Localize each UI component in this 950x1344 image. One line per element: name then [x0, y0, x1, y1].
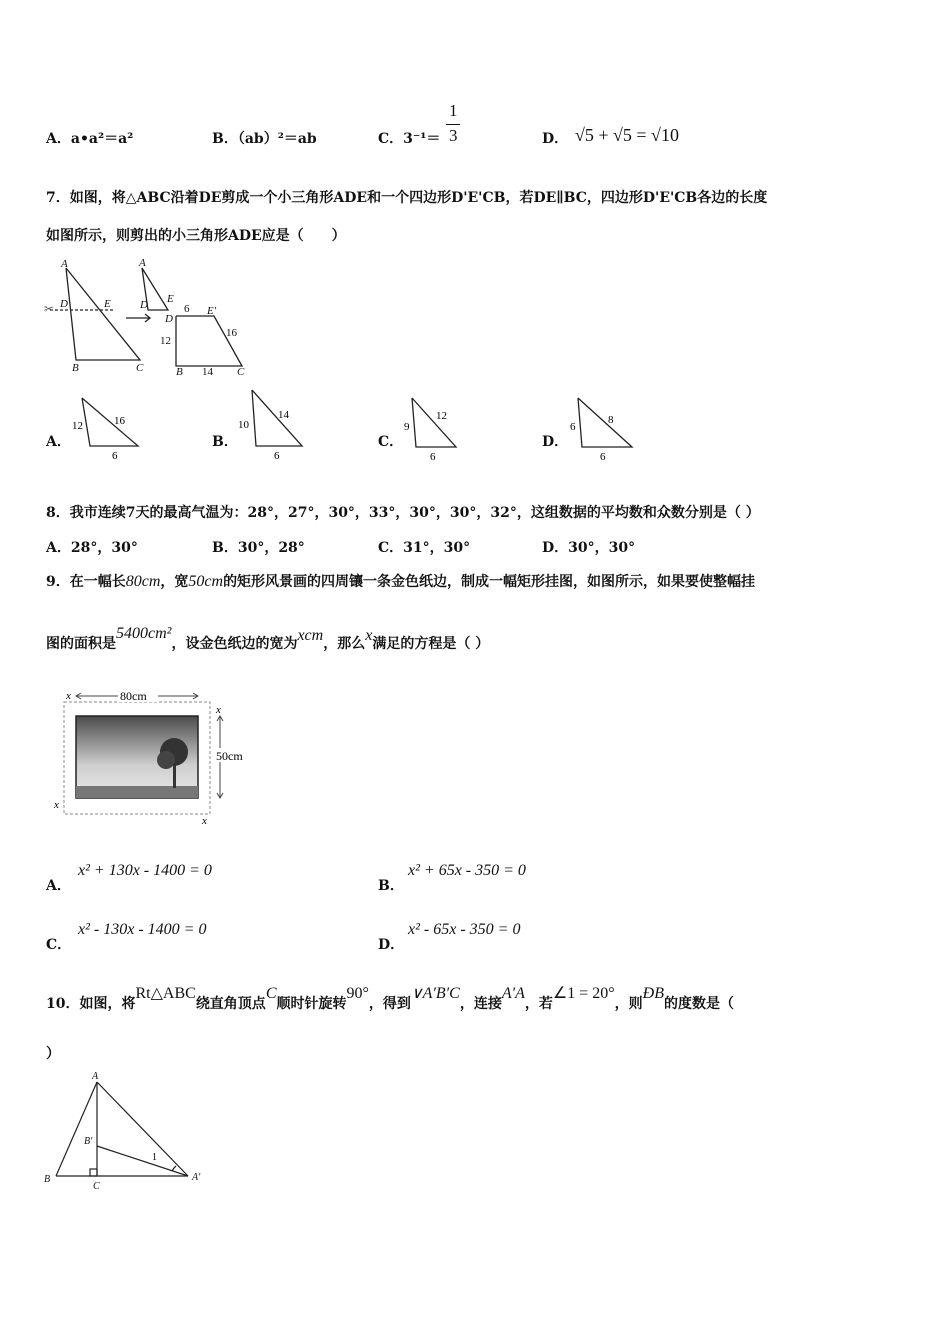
- q7-stem-line2: 如图所示，则剪出的小三角形ADE应是（ ）: [46, 228, 346, 244]
- q6-option-d[interactable]: [542, 128, 568, 148]
- q7-option-c-triangle: [400, 393, 466, 464]
- dimension-label: 80cm: [120, 689, 147, 703]
- q7-option-b-label[interactable]: B．: [212, 434, 238, 450]
- right-angle-mark: [90, 1169, 97, 1176]
- option-label: D．: [542, 131, 569, 147]
- q6-c-denominator: 3: [449, 126, 458, 145]
- q9-option-c-label[interactable]: C．: [46, 937, 72, 953]
- option-text: a•a²＝a²: [70, 131, 134, 147]
- option-label: A．: [46, 131, 71, 147]
- x-label: x: [54, 799, 59, 811]
- option-label: C．: [378, 131, 404, 147]
- x-label: x: [66, 690, 71, 702]
- q8-option-b[interactable]: B．30°，28°: [212, 540, 305, 556]
- q8-option-c[interactable]: C．31°，30°: [378, 540, 471, 556]
- length-label: 6: [430, 451, 436, 463]
- q9-option-c-equation: x² - 130x - 1400 = 0: [78, 921, 207, 938]
- length-label: 14: [202, 366, 213, 378]
- length-label: 8: [608, 414, 614, 426]
- text: ，宽: [160, 574, 189, 590]
- math-area: 5400cm²: [116, 625, 172, 642]
- point-label: A': [192, 1172, 201, 1183]
- point-label: C: [93, 1181, 100, 1192]
- label: D: [60, 298, 68, 310]
- text: 满足的方程是（ ）: [372, 636, 490, 652]
- text: ，连接: [459, 996, 502, 1012]
- q7-option-a-label[interactable]: A．: [46, 434, 71, 450]
- label: E: [104, 298, 111, 310]
- q9-option-b-label[interactable]: B．: [378, 878, 404, 894]
- q7-option-d-triangle: [566, 393, 638, 464]
- q9-stem-line2: [46, 625, 490, 653]
- text: 10．如图，将: [46, 996, 136, 1012]
- q8-option-a[interactable]: A．28°，30°: [46, 540, 138, 556]
- text: ，若: [524, 996, 553, 1012]
- text: 9．在一幅长: [46, 574, 126, 590]
- label: A: [139, 257, 146, 269]
- q9-option-d-equation: x² - 65x - 350 = 0: [408, 921, 521, 938]
- length-label: 6: [570, 421, 576, 433]
- text: 绕直角顶点: [195, 996, 266, 1012]
- painting-ground: [76, 786, 198, 798]
- point-label: B: [44, 1174, 51, 1185]
- text: ，设金色纸边的宽为: [171, 636, 298, 652]
- segment: [97, 1146, 188, 1176]
- q6-option-a[interactable]: [46, 128, 133, 148]
- q7-big-triangle: [66, 268, 140, 360]
- q7-option-a-triangle: [68, 394, 140, 464]
- length-label: 10: [238, 419, 249, 431]
- math-aa: A′A: [501, 985, 525, 1002]
- segment: [97, 1082, 188, 1176]
- label: A: [61, 258, 68, 270]
- text: ，则: [614, 996, 643, 1012]
- math-length: 80cm: [125, 573, 161, 590]
- length-label: 9: [404, 421, 410, 433]
- label: E': [207, 305, 217, 317]
- q7-option-b-triangle: [234, 386, 306, 464]
- angle-label: 1: [152, 1152, 157, 1163]
- math-x: x: [365, 627, 373, 644]
- q7-stem-line1: 7．如图，将△ABC沿着DE剪成一个小三角形ADE和一个四边形D'E'CB，若DE∥BC，四边形D'E'CB各边的长度: [46, 190, 768, 206]
- length-label: 6: [184, 303, 190, 315]
- q10-figure: [40, 1068, 212, 1194]
- option-text: 3⁻¹＝: [403, 131, 441, 147]
- q10-stem-line2: ）: [46, 1046, 60, 1062]
- label: C: [136, 362, 144, 374]
- q9-option-b-equation: x² + 65x - 350 = 0: [408, 862, 526, 879]
- label: B: [72, 362, 79, 374]
- text: 的度数是（: [663, 996, 734, 1012]
- option-label: B．: [212, 131, 238, 147]
- text: 图的面积是: [46, 636, 116, 652]
- point-label: B': [84, 1136, 93, 1147]
- text: 顺时针旋转: [276, 996, 347, 1012]
- math-angle-b: ÐB: [642, 985, 664, 1002]
- math-c: C: [265, 985, 277, 1002]
- q9-stem-line1: [46, 571, 755, 591]
- option-text: （ab）²＝ab: [237, 131, 317, 147]
- q6-option-c[interactable]: [378, 128, 440, 148]
- q9-option-a-label[interactable]: A．: [46, 878, 71, 894]
- q10-stem-line1: [46, 985, 734, 1013]
- length-label: 6: [600, 451, 606, 463]
- length-label: 16: [114, 415, 125, 427]
- q8-option-d[interactable]: D．30°，30°: [542, 540, 636, 556]
- x-label: x: [216, 704, 221, 716]
- q6-option-b[interactable]: [212, 128, 317, 148]
- length-label: 6: [112, 450, 118, 462]
- label: B: [176, 366, 183, 378]
- label: D: [140, 299, 148, 311]
- tree-icon: [157, 751, 175, 769]
- dimension-label: 50cm: [216, 749, 243, 763]
- q6-c-fraction-bar: [446, 124, 460, 125]
- length-label: 6: [274, 450, 280, 462]
- q7-quadrilateral: [176, 316, 242, 366]
- scissors-icon: ✂: [44, 302, 55, 316]
- math-xcm: xcm: [297, 627, 324, 644]
- math-triangle: ∨A′B′C: [410, 985, 460, 1002]
- point-label: A: [92, 1071, 99, 1082]
- q6-d-expression: √5 + √5 = √10: [575, 125, 679, 145]
- length-label: 12: [436, 410, 447, 422]
- length-label: 16: [226, 327, 237, 339]
- q7-figure: [44, 256, 250, 378]
- text: ，得到: [368, 996, 411, 1012]
- length-label: 14: [278, 409, 289, 421]
- text: 的矩形风景画的四周镶一条金色纸边，制成一幅矩形挂图，如图所示，如果要使整幅挂: [223, 574, 756, 590]
- math-width: 50cm: [188, 573, 224, 590]
- q9-option-a-equation: x² + 130x - 1400 = 0: [78, 862, 212, 879]
- angle-arc: [172, 1166, 176, 1171]
- q7-option-d-label[interactable]: D．: [542, 434, 569, 450]
- math-90: 90°: [346, 985, 369, 1002]
- q6-c-numerator: 1: [449, 101, 458, 120]
- label: C: [237, 366, 245, 378]
- math-angle: ∠1 = 20°: [552, 985, 615, 1002]
- x-label: x: [202, 815, 207, 827]
- tree-trunk: [173, 764, 176, 788]
- q8-stem: 8．我市连续7天的最高气温为：28°，27°，30°，33°，30°，30°，32°，这组数据的平均数和众数分别是（ ）: [46, 505, 760, 521]
- label: E: [167, 293, 174, 305]
- label: D: [165, 313, 173, 325]
- q7-option-c-label[interactable]: C．: [378, 434, 404, 450]
- length-label: 12: [72, 420, 83, 432]
- math-rt-abc: Rt△ABC: [135, 985, 196, 1002]
- q9-option-d-label[interactable]: D．: [378, 937, 405, 953]
- q9-figure: [44, 686, 254, 828]
- length-label: 12: [160, 335, 171, 347]
- segment: [56, 1082, 97, 1176]
- text: ，那么: [323, 636, 366, 652]
